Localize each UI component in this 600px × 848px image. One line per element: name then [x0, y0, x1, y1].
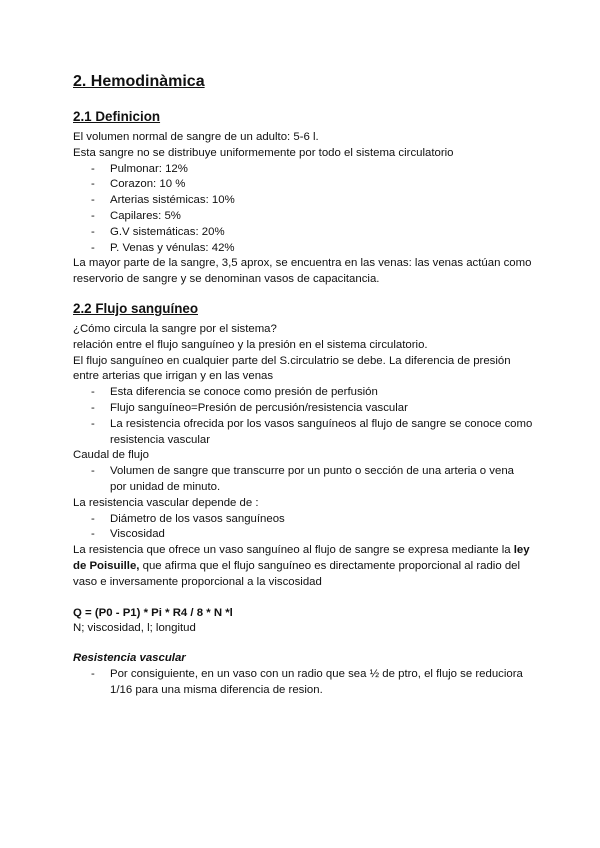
poiseuille-paragraph — [73, 543, 533, 590]
list-item: - P. Venas y vénulas: 42% — [73, 241, 533, 257]
paragraph-line: El flujo sanguíneo en cualquier parte del S.circulatrio se debe. La diferencia de presión entre arterias que irrigan y en las venas — [73, 354, 511, 383]
list-item: - Por consiguiente, en un vaso con un radio que sea ½ de ptro, el flujo se reduciora 1/16 para una misma diferencia de resion. — [73, 667, 533, 699]
formula-note: N; viscosidad, l; longitud — [73, 622, 196, 635]
list-item: - Arterias sistémicas: 10% — [73, 193, 533, 209]
perfusion-list — [73, 385, 533, 448]
paragraph-line: ¿Cómo circula la sangre por el sistema? — [73, 322, 277, 335]
paragraph-line: Esta sangre no se distribuye uniformemente por todo el sistema circulatorio — [73, 146, 454, 159]
list-item: - Pulmonar: 12% — [73, 162, 533, 178]
poiseuille-text-post: que afirma que el flujo sanguíneo es directamente proporcional al radio del vaso e inversamente proporcional a la viscosidad — [73, 559, 521, 588]
section-heading-definicion: 2.1 Definicion — [73, 109, 161, 124]
poiseuille-law-name: ley de Poisuille, — [73, 544, 530, 572]
caudal-label: Caudal de flujo — [73, 449, 149, 462]
paragraph-line: El volumen normal de sangre de un adulto: 5-6 l. — [73, 131, 319, 143]
list-item: - G.V sistemáticas: 20% — [73, 225, 533, 241]
spacer — [73, 591, 533, 606]
paragraph-closing: La mayor parte de la sangre, 3,5 aprox, se encuentra en las venas: las venas actúan como reservorio de sangre y se denominan vasos de capacitancia. — [73, 257, 532, 286]
list-item: - La resistencia ofrecida por los vasos sanguíneos al flujo de sangre se conoce como resistencia vascular — [73, 417, 533, 449]
list-item: - Esta diferencia se conoce como presión de perfusión — [73, 385, 533, 401]
poiseuille-formula: Q = (P0 - P1) * Pi * R4 / 8 * N *l — [73, 606, 233, 619]
list-item: - Corazon: 10 % — [73, 177, 533, 193]
resistance-list — [73, 512, 533, 544]
resistance-label: La resistencia vascular depende de : — [73, 496, 259, 509]
document-content — [73, 72, 533, 699]
paragraph-line: relación entre el flujo sanguíneo y la presión en el sistema circulatorio. — [73, 338, 428, 351]
page-title: 2. Hemodinàmica — [73, 73, 205, 90]
consequence-list — [73, 667, 533, 699]
list-item: - Flujo sanguíneo=Presión de percusión/resistencia vascular — [73, 401, 533, 417]
list-item: - Capilares: 5% — [73, 209, 533, 225]
caudal-list — [73, 464, 533, 496]
list-item: - Viscosidad — [73, 527, 533, 543]
section-heading-flujo: 2.2 Flujo sanguíneo — [73, 300, 198, 316]
poiseuille-text-pre: La resistencia que ofrece un vaso sanguíneo al flujo de sangre se expresa mediante la — [73, 544, 514, 557]
subheading-resistencia-vascular: Resistencia vascular — [73, 652, 186, 665]
list-item: - Volumen de sangre que transcurre por un punto o sección de una arteria o vena por unidad de minuto. — [73, 464, 533, 496]
distribution-list — [73, 162, 533, 257]
list-item: - Diámetro de los vasos sanguíneos — [73, 512, 533, 528]
